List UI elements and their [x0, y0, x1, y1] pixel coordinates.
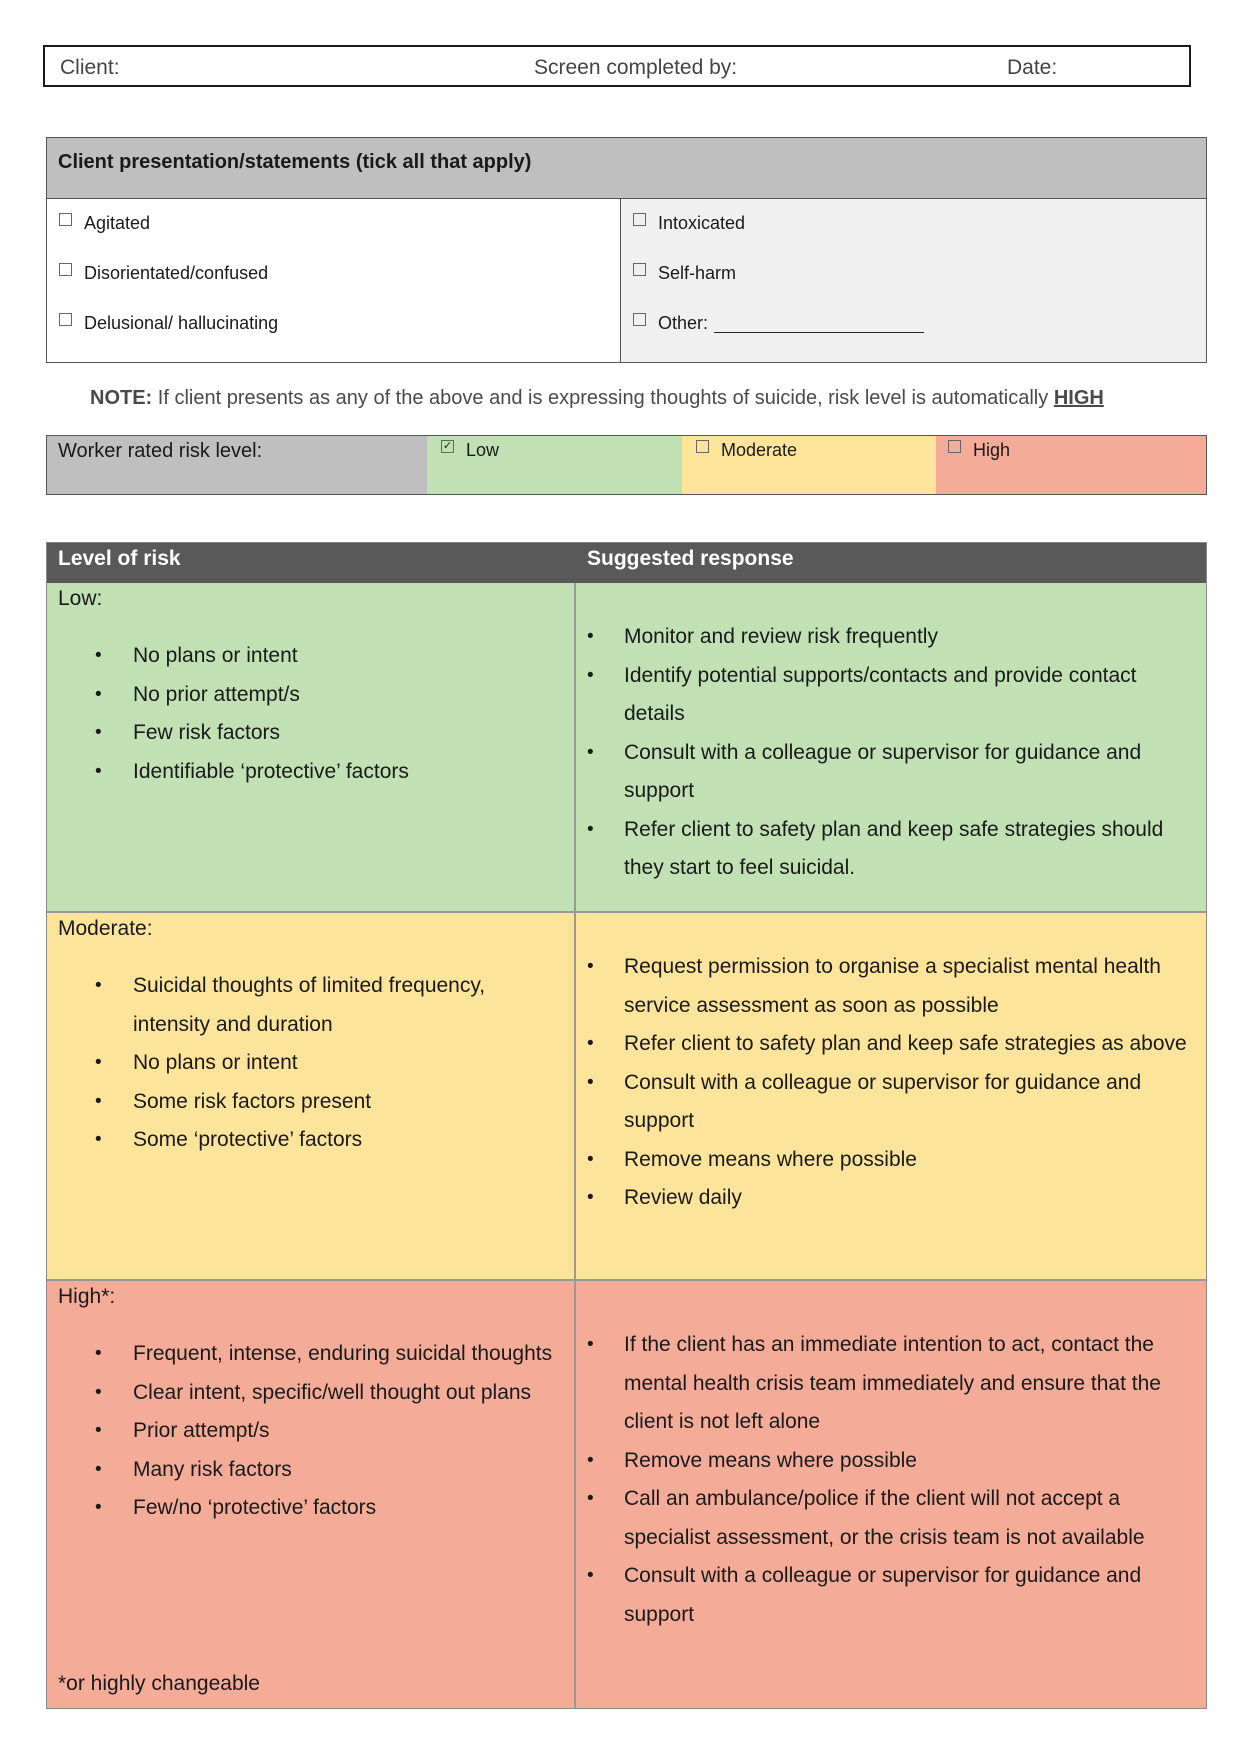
- footnote: *or highly changeable: [58, 1672, 260, 1695]
- list-item: • Identifiable ‘protective’ factors: [133, 753, 553, 792]
- date-label: Date:: [1007, 56, 1058, 79]
- list-item: • Consult with a colleague or supervisor for guidance and support: [624, 1557, 1199, 1634]
- list-item: • Suicidal thoughts of limited frequency, intensity and duration: [133, 967, 553, 1044]
- checkbox[interactable]: [59, 213, 72, 226]
- list-item: • Request permission to organise a specialist mental health service assessment as soon as possible: [624, 948, 1199, 1025]
- option-agitated[interactable]: [59, 213, 150, 234]
- note: [90, 387, 1104, 410]
- list-item: • No prior attempt/s: [133, 676, 553, 715]
- checkbox[interactable]: ✓: [442, 440, 453, 452]
- option-label: Disorientated/confused: [84, 263, 269, 283]
- list-item: • Review daily: [624, 1179, 1199, 1218]
- list-item: • Some risk factors present: [133, 1083, 553, 1122]
- list-item: • Refer client to safety plan and keep safe strategies as above: [624, 1025, 1199, 1064]
- list-item: • Refer client to safety plan and keep safe strategies should they start to feel suicidal.: [624, 811, 1199, 888]
- presentation-left-column: [47, 199, 621, 362]
- criteria-list: [133, 637, 553, 791]
- list-item: • Some ‘protective’ factors: [133, 1121, 553, 1160]
- risk-option-high[interactable]: [936, 435, 1207, 495]
- checkbox[interactable]: [633, 313, 646, 326]
- criteria-list: [133, 967, 553, 1160]
- column-header-level: Level of risk: [58, 547, 181, 570]
- checkbox[interactable]: [633, 213, 646, 226]
- high-risk-criteria-cell: [47, 1281, 576, 1708]
- low-risk-criteria-cell: [47, 583, 576, 913]
- risk-option-label: Low: [466, 440, 500, 460]
- presentation-heading: Client presentation/statements (tick all that apply): [58, 151, 532, 173]
- list-item: • Consult with a colleague or supervisor for guidance and support: [624, 1064, 1199, 1141]
- list-item: • No plans or intent: [133, 1044, 553, 1083]
- note-text: If client presents as any of the above and is expressing thoughts of suicide, risk level is automatically: [152, 387, 1054, 409]
- criteria-list: [133, 1335, 553, 1528]
- checkbox[interactable]: [633, 263, 646, 276]
- moderate-risk-response-cell: [576, 913, 1206, 1281]
- list-item: • Identify potential supports/contacts and provide contact details: [624, 657, 1199, 734]
- risk-option-label: Moderate: [721, 440, 798, 460]
- option-delusional[interactable]: [59, 313, 278, 334]
- column-header-response: Suggested response: [587, 547, 794, 570]
- list-item: • Remove means where possible: [624, 1141, 1199, 1180]
- list-item: • Monitor and review risk frequently: [624, 618, 1199, 657]
- option-label: Intoxicated: [658, 213, 746, 233]
- risk-option-moderate[interactable]: [682, 435, 937, 495]
- list-item: • Clear intent, specific/well thought out plans: [133, 1374, 553, 1413]
- risk-option-low[interactable]: [427, 435, 683, 495]
- list-item: • If the client has an immediate intention to act, contact the mental health crisis team immediately and ensure that the client is not left alone: [624, 1326, 1199, 1442]
- form-header: [43, 45, 1191, 87]
- option-disorientated[interactable]: [59, 263, 268, 284]
- note-emphasis: HIGH: [1053, 387, 1104, 409]
- level-title: Moderate:: [58, 917, 153, 940]
- moderate-risk-criteria-cell: [47, 913, 576, 1281]
- option-label: Self-harm: [658, 263, 737, 283]
- presentation-heading-row: [47, 138, 1206, 199]
- presentation-table: [46, 137, 1207, 363]
- list-item: • Many risk factors: [133, 1451, 553, 1490]
- risk-level-label: Worker rated risk level:: [58, 440, 263, 462]
- client-label: Client:: [60, 56, 120, 79]
- risk-level-label-cell: [46, 435, 428, 495]
- option-label: Delusional/ hallucinating: [84, 313, 279, 333]
- list-item: • Prior attempt/s: [133, 1412, 553, 1451]
- level-title: High*:: [58, 1285, 116, 1308]
- high-risk-response-cell: [576, 1281, 1206, 1708]
- checkbox[interactable]: [696, 440, 709, 453]
- presentation-right-column: [621, 199, 1206, 362]
- checkbox[interactable]: [59, 263, 72, 276]
- other-text-field[interactable]: [714, 314, 924, 333]
- response-list: [624, 618, 1199, 888]
- list-item: • Frequent, intense, enduring suicidal thoughts: [133, 1335, 553, 1374]
- checkbox[interactable]: [948, 440, 961, 453]
- list-item: • Call an ambulance/police if the client will not accept a specialist assessment, or the crisis team is not available: [624, 1480, 1199, 1557]
- low-risk-response-cell: [576, 583, 1206, 913]
- option-label: Agitated: [84, 213, 151, 233]
- option-self-harm[interactable]: [633, 263, 736, 284]
- level-title: Low:: [58, 587, 103, 610]
- list-item: • Remove means where possible: [624, 1442, 1199, 1481]
- checkbox[interactable]: [59, 313, 72, 326]
- risk-option-label: High: [973, 440, 1011, 460]
- option-intoxicated[interactable]: [633, 213, 745, 234]
- note-label: NOTE:: [90, 387, 153, 409]
- risk-response-table: [46, 542, 1207, 1709]
- response-list: [624, 1326, 1199, 1634]
- table-header-row: [47, 543, 1206, 583]
- response-list: [624, 948, 1199, 1218]
- option-other[interactable]: [633, 313, 924, 334]
- list-item: • Few/no ‘protective’ factors: [133, 1489, 553, 1528]
- screen-completed-by-label: Screen completed by:: [534, 56, 738, 79]
- option-label: Other:: [658, 313, 709, 333]
- list-item: • No plans or intent: [133, 637, 553, 676]
- list-item: • Few risk factors: [133, 714, 553, 753]
- list-item: • Consult with a colleague or supervisor for guidance and support: [624, 734, 1199, 811]
